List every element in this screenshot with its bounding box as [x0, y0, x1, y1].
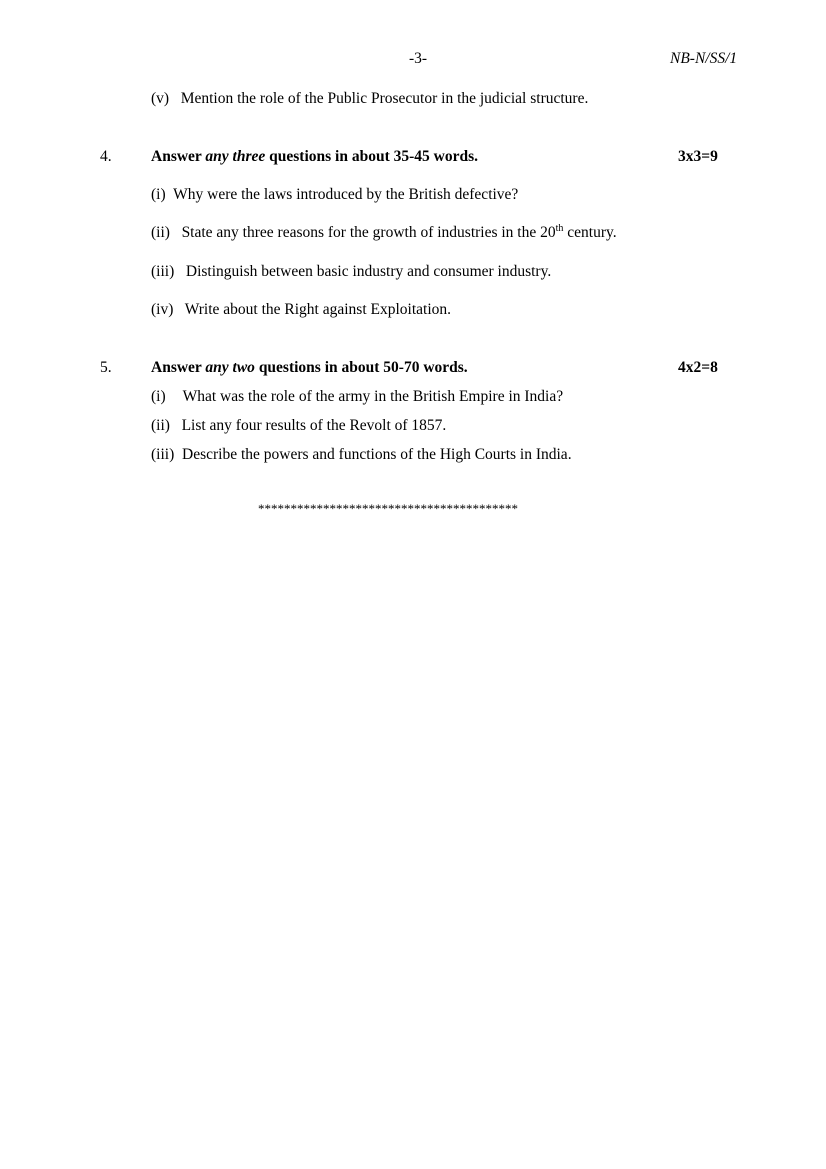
question5-item-iii	[151, 446, 572, 464]
question5-item-ii	[151, 417, 446, 435]
heading-emphasis: any three	[205, 148, 266, 165]
end-of-paper-marker: ****************************************	[258, 501, 518, 516]
item-text: List any four results of the Revolt of 1857.	[181, 417, 447, 434]
question5-item-i	[151, 388, 563, 406]
item-label: (i)	[151, 186, 166, 203]
question5-marks: 4x2=8	[678, 359, 718, 376]
item-text-tail: century.	[563, 224, 617, 241]
heading-prefix: Answer	[151, 359, 202, 376]
item-text: State any three reasons for the growth of industries in the 20	[181, 224, 556, 241]
heading-prefix: Answer	[151, 148, 202, 165]
item-superscript: th	[555, 222, 564, 234]
question5-number: 5.	[100, 359, 112, 376]
question4-item-i	[151, 186, 518, 204]
item-text: Mention the role of the Public Prosecutor in the judicial structure.	[180, 90, 589, 107]
question4-item-iv	[151, 301, 451, 319]
question5-heading	[151, 359, 468, 377]
item-label: (ii)	[151, 417, 170, 434]
page-number: -3-	[409, 50, 428, 67]
question4-item-ii	[151, 224, 617, 242]
item-label: (v)	[151, 90, 170, 107]
item-text: What was the role of the army in the British Empire in India?	[182, 388, 564, 405]
heading-emphasis: any two	[205, 359, 255, 376]
document-code: NB-N/SS/1	[670, 50, 738, 67]
item-text: Write about the Right against Exploitation.	[184, 301, 452, 318]
item-label: (i)	[151, 388, 166, 405]
item-label: (ii)	[151, 224, 170, 241]
heading-suffix: questions in about 50-70 words.	[258, 359, 468, 376]
question4-heading	[151, 148, 478, 166]
question3-item-v	[151, 90, 588, 108]
item-label: (iv)	[151, 301, 174, 318]
heading-suffix: questions in about 35-45 words.	[269, 148, 478, 165]
item-text: Describe the powers and functions of the High Courts in India.	[182, 446, 572, 463]
question4-number: 4.	[100, 148, 112, 165]
item-label: (iii)	[151, 263, 175, 280]
item-text: Why were the laws introduced by the British defective?	[173, 186, 519, 203]
question4-item-iii	[151, 263, 551, 281]
question4-marks: 3x3=9	[678, 148, 718, 165]
item-label: (iii)	[151, 446, 175, 463]
item-text: Distinguish between basic industry and consumer industry.	[185, 263, 552, 280]
